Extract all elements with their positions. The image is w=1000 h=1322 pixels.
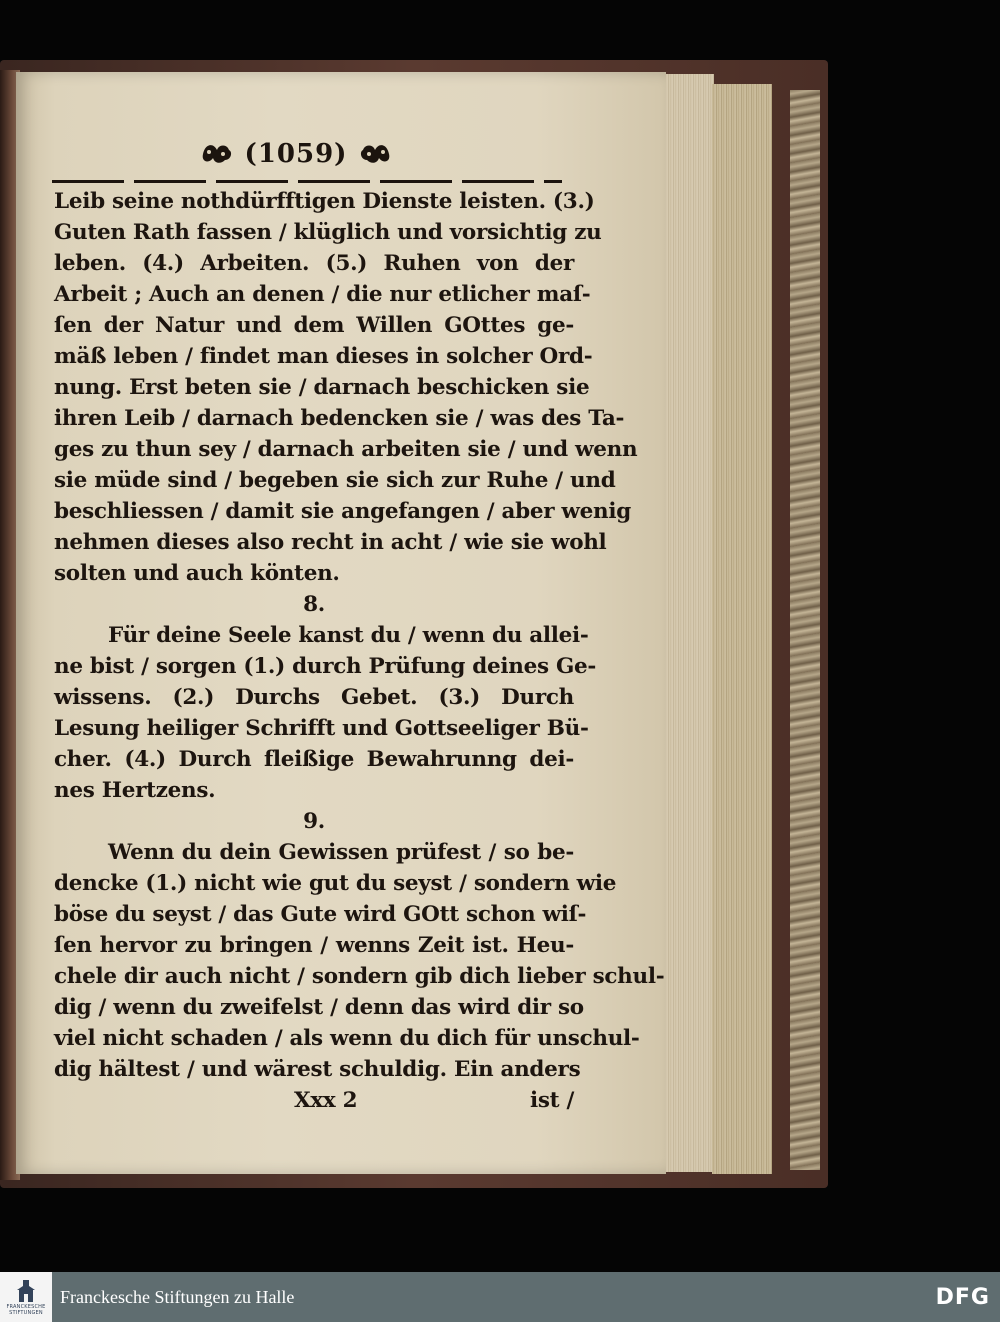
text-line: Guten Rath fassen / klüglich und vorsichtig zu	[54, 220, 602, 245]
marbled-edge	[790, 90, 820, 1170]
footer-bar	[0, 1272, 1000, 1322]
left-ornament-icon	[199, 140, 235, 168]
text-line: chele dir auch nicht / sondern gib dich lieber schul-	[54, 964, 665, 989]
catchword: ist /	[529, 1088, 574, 1113]
text-line: böse du seyst / das Gute wird GOtt schon wiſ-	[54, 902, 587, 927]
dfg-logo[interactable]: DFG	[935, 1285, 990, 1310]
text-line: ſen hervor zu bringen / wenns Zeit ist. Heu-	[54, 933, 574, 958]
page-edges-back	[712, 84, 772, 1174]
text-line: ihren Leib / darnach bedencken sie / was des Ta-	[54, 406, 625, 431]
orphanage-logo-icon	[15, 1278, 37, 1304]
text-line: nehmen dieses also recht in acht / wie sie wohl	[54, 530, 607, 555]
text-line: ges zu thun sey / darnach arbeiten sie / und wenn	[54, 437, 638, 462]
page-edges	[664, 74, 714, 1172]
text-line: Lesung heiliger Schrifft und Gottseeliger Bü-	[54, 716, 589, 741]
text-line: beschliessen / damit sie angefangen / aber wenig	[54, 499, 631, 524]
page-foot	[54, 1085, 574, 1116]
text-line: Wenn du dein Gewissen prüfest / so be-	[108, 840, 574, 865]
page-header	[196, 134, 396, 174]
text-line: Arbeit ; Auch an denen / die nur etlicher maſ-	[54, 282, 591, 307]
text-line: Für deine Seele kanst du / wenn du allei-	[108, 623, 589, 648]
page-number: (1059)	[244, 139, 348, 169]
text-line: viel nicht schaden / als wenn du dich für unschul-	[54, 1026, 640, 1051]
logo-text: FRANCKESCHE	[6, 1304, 46, 1310]
text-line: mäß leben / findet man dieses in solcher Ord-	[54, 344, 593, 369]
text-line: sie müde sind / begeben sie sich zur Ruhe / und	[54, 468, 616, 493]
signature-mark: Xxx 2	[294, 1088, 358, 1113]
text-line: ne bist / sorgen (1.) durch Prüfung deines Ge-	[54, 654, 597, 679]
section-number: 9.	[303, 809, 325, 834]
text-line: ſen der Natur und dem Willen GOttes ge-	[54, 313, 574, 338]
text-line: wissens. (2.) Durchs Gebet. (3.) Durch	[54, 685, 574, 710]
page-text	[54, 186, 665, 1116]
section-number: 8.	[303, 592, 325, 617]
text-line: dig / wenn du zweifelst / denn das wird dir so	[54, 995, 584, 1020]
text-line: Leib seine nothdürfftigen Dienste leisten. (3.)	[54, 189, 595, 214]
right-ornament-icon	[357, 140, 393, 168]
logo-text: STIFTUNGEN	[9, 1310, 43, 1316]
text-line: nung. Erst beten sie / darnach beschicken sie	[54, 375, 590, 400]
text-line: dencke (1.) nicht wie gut du seyst / sondern wie	[54, 871, 617, 896]
institution-logo[interactable]	[0, 1272, 52, 1322]
text-line: leben. (4.) Arbeiten. (5.) Ruhen von der	[54, 251, 574, 276]
text-line: solten und auch könten.	[54, 561, 340, 586]
institution-name[interactable]: Franckesche Stiftungen zu Halle	[60, 1286, 295, 1307]
text-line: cher. (4.) Durch fleißige Bewahrunng dei-	[54, 747, 574, 772]
text-line: dig hältest / und wärest schuldig. Ein anders	[54, 1057, 581, 1082]
text-line: nes Hertzens.	[54, 778, 216, 803]
header-rule	[52, 180, 562, 183]
